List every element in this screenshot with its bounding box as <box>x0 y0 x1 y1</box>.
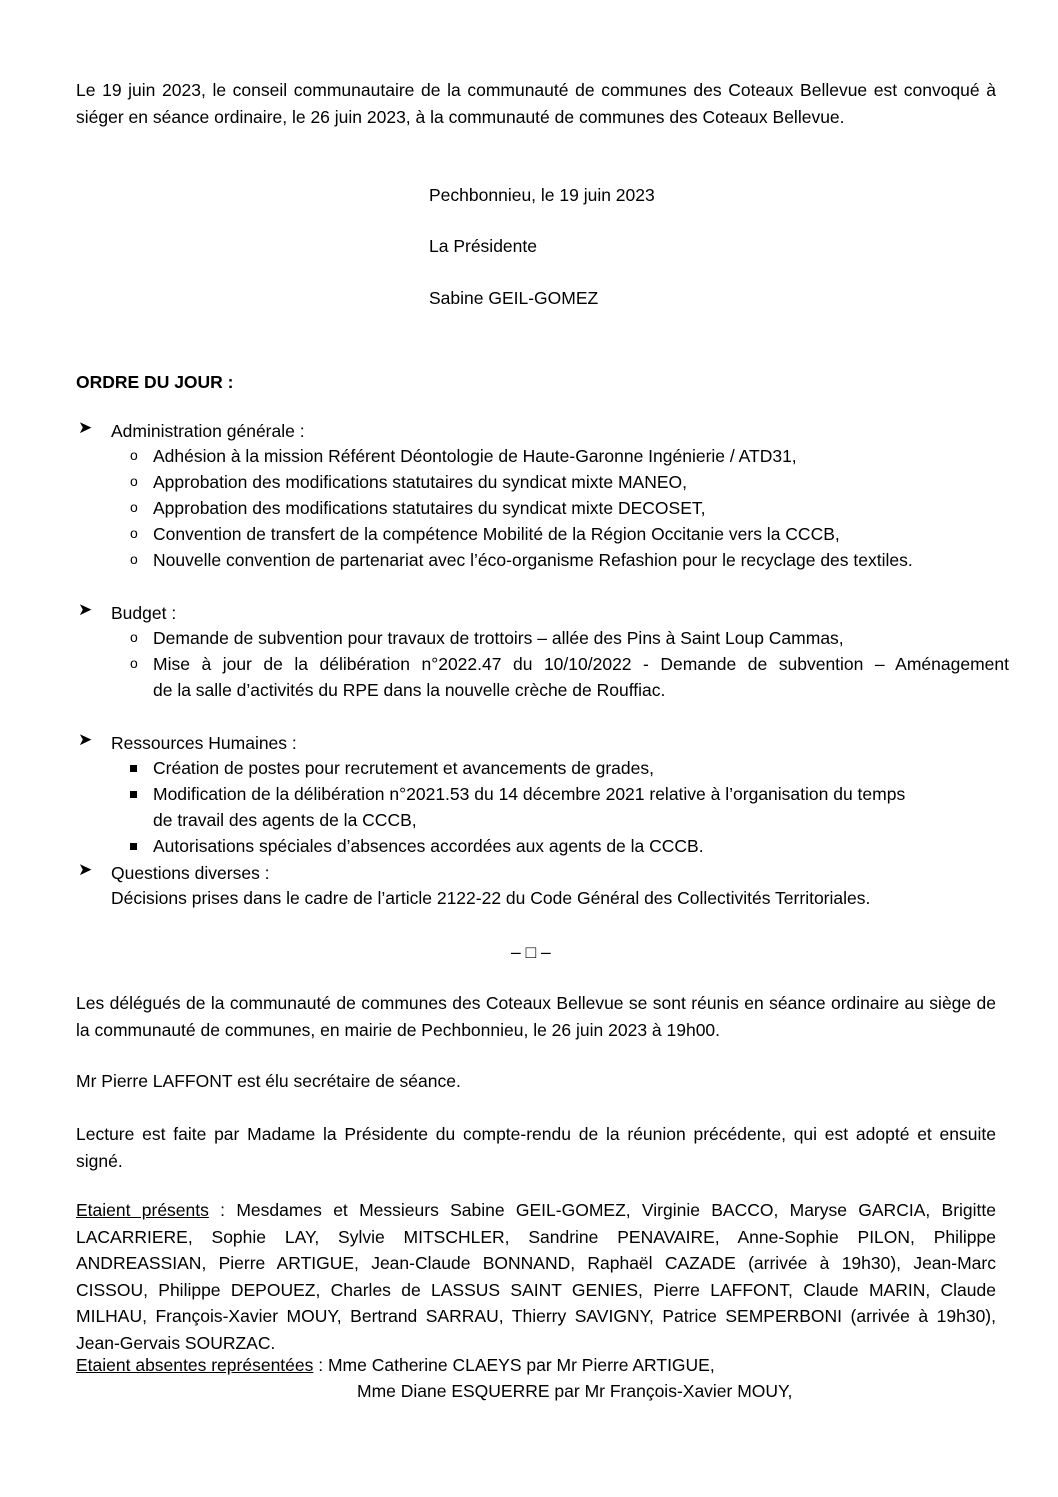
present-list: : Mesdames et Messieurs Sabine GEIL-GOMEZ, Virginie BACCO, Maryse GARCIA, Brigitte LACARRIERE, Sophie LAY, Sylvie MITSCHLER, Sandrine PENAVAIRE, Anne-Sophie PILON, Philippe ANDREASSIAN, Pierre ARTIGUE, Jean-Claude BONNAND, Raphaël CAZADE (arrivée à 19h30), Jean-Marc CISSOU, Philippe DEPOUEZ, Charles de LASSUS SAINT GENIES, Pierre LAFFONT, Claude MARIN, Claude MILHAU, François-Xavier MOUY, Bertrand SARRAU, Thierry SAVIGNY, Patrice SEMPERBONI (arrivée à 19h30), Jean-Gervais SOURZAC. <box>76 1200 996 1353</box>
agenda-item: Demande de subvention pour travaux de trottoirs – allée des Pins à Saint Loup Cammas, <box>153 628 844 648</box>
absent-entry: : Mme Catherine CLAEYS par Mr Pierre ARTIGUE, <box>313 1355 715 1375</box>
agenda-section-title: Administration générale : <box>111 421 305 441</box>
reading-paragraph: Lecture est faite par Madame la Présidente du compte-rendu de la réunion précédente, qui est adopté et ensuite signé. <box>76 1124 996 1171</box>
circle-bullet-icon: o <box>130 655 138 671</box>
agenda-item: Nouvelle convention de partenariat avec l’éco-organisme Refashion pour le recyclage des textiles. <box>153 550 913 570</box>
circle-bullet-icon: o <box>130 447 138 463</box>
agenda-item: Adhésion à la mission Référent Déontologie de Haute-Garonne Ingénierie / ATD31, <box>153 446 797 466</box>
secretary-line: Mr Pierre LAFFONT est élu secrétaire de séance. <box>76 1071 461 1091</box>
signature-role: La Présidente <box>429 236 537 256</box>
signature-name: Sabine GEIL-GOMEZ <box>429 288 599 308</box>
circle-bullet-icon: o <box>130 551 138 567</box>
agenda-item: Convention de transfert de la compétence Mobilité de la Région Occitanie vers la CCCB, <box>153 524 840 544</box>
agenda-item: Mise à jour de la délibération n°2022.47 du 10/10/2022 - Demande de subvention – Aménagement <box>153 654 1009 674</box>
agenda-item: Autorisations spéciales d’absences accordées aux agents de la CCCB. <box>153 836 704 856</box>
square-bullet-icon <box>130 843 137 850</box>
agenda-section-title: Questions diverses : <box>111 863 270 883</box>
circle-bullet-icon: o <box>130 629 138 645</box>
square-bullet-icon <box>130 791 137 798</box>
absent-line-1 <box>76 1353 715 1377</box>
circle-bullet-icon: o <box>130 473 138 489</box>
present-label: Etaient présents <box>76 1200 209 1220</box>
absent-line-2: Mme Diane ESQUERRE par Mr François-Xavier MOUY, <box>357 1381 793 1401</box>
arrow-bullet-icon: ➤ <box>78 730 93 749</box>
agenda-heading: ORDRE DU JOUR : <box>76 372 234 392</box>
arrow-bullet-icon: ➤ <box>78 600 93 619</box>
agenda-item: Création de postes pour recrutement et avancements de grades, <box>153 758 654 778</box>
meeting-paragraph: Les délégués de la communauté de communes des Coteaux Bellevue se sont réunis en séance ordinaire au siège de la communauté de communes, en mairie de Pechbonnieu, le 26 juin 2023 à 19h00. <box>76 993 996 1040</box>
present-paragraph <box>76 1197 996 1356</box>
agenda-item-continuation: de la salle d’activités du RPE dans la nouvelle crèche de Rouffiac. <box>153 680 666 700</box>
signature-place-date: Pechbonnieu, le 19 juin 2023 <box>429 185 655 205</box>
convocation-paragraph: Le 19 juin 2023, le conseil communautaire de la communauté de communes des Coteaux Bellevue est convoqué à siéger en séance ordinaire, le 26 juin 2023, à la communauté de communes des Coteaux Bellevue. <box>76 80 996 127</box>
arrow-bullet-icon: ➤ <box>78 418 93 437</box>
agenda-item-continuation: de travail des agents de la CCCB, <box>153 810 417 830</box>
arrow-bullet-icon: ➤ <box>78 860 93 879</box>
absent-label: Etaient absentes représentées <box>76 1355 314 1375</box>
agenda-item: Approbation des modifications statutaires du syndicat mixte DECOSET, <box>153 498 706 518</box>
agenda-item: Approbation des modifications statutaires du syndicat mixte MANEO, <box>153 472 687 492</box>
square-bullet-icon <box>130 765 137 772</box>
agenda-section-title: Budget : <box>111 603 177 623</box>
separator: – □ – <box>511 942 551 962</box>
agenda-note: Décisions prises dans le cadre de l’article 2122-22 du Code Général des Collectivités Territoriales. <box>111 888 871 908</box>
circle-bullet-icon: o <box>130 525 138 541</box>
circle-bullet-icon: o <box>130 499 138 515</box>
agenda-item: Modification de la délibération n°2021.53 du 14 décembre 2021 relative à l’organisation du temps <box>153 784 906 804</box>
agenda-section-title: Ressources Humaines : <box>111 733 297 753</box>
